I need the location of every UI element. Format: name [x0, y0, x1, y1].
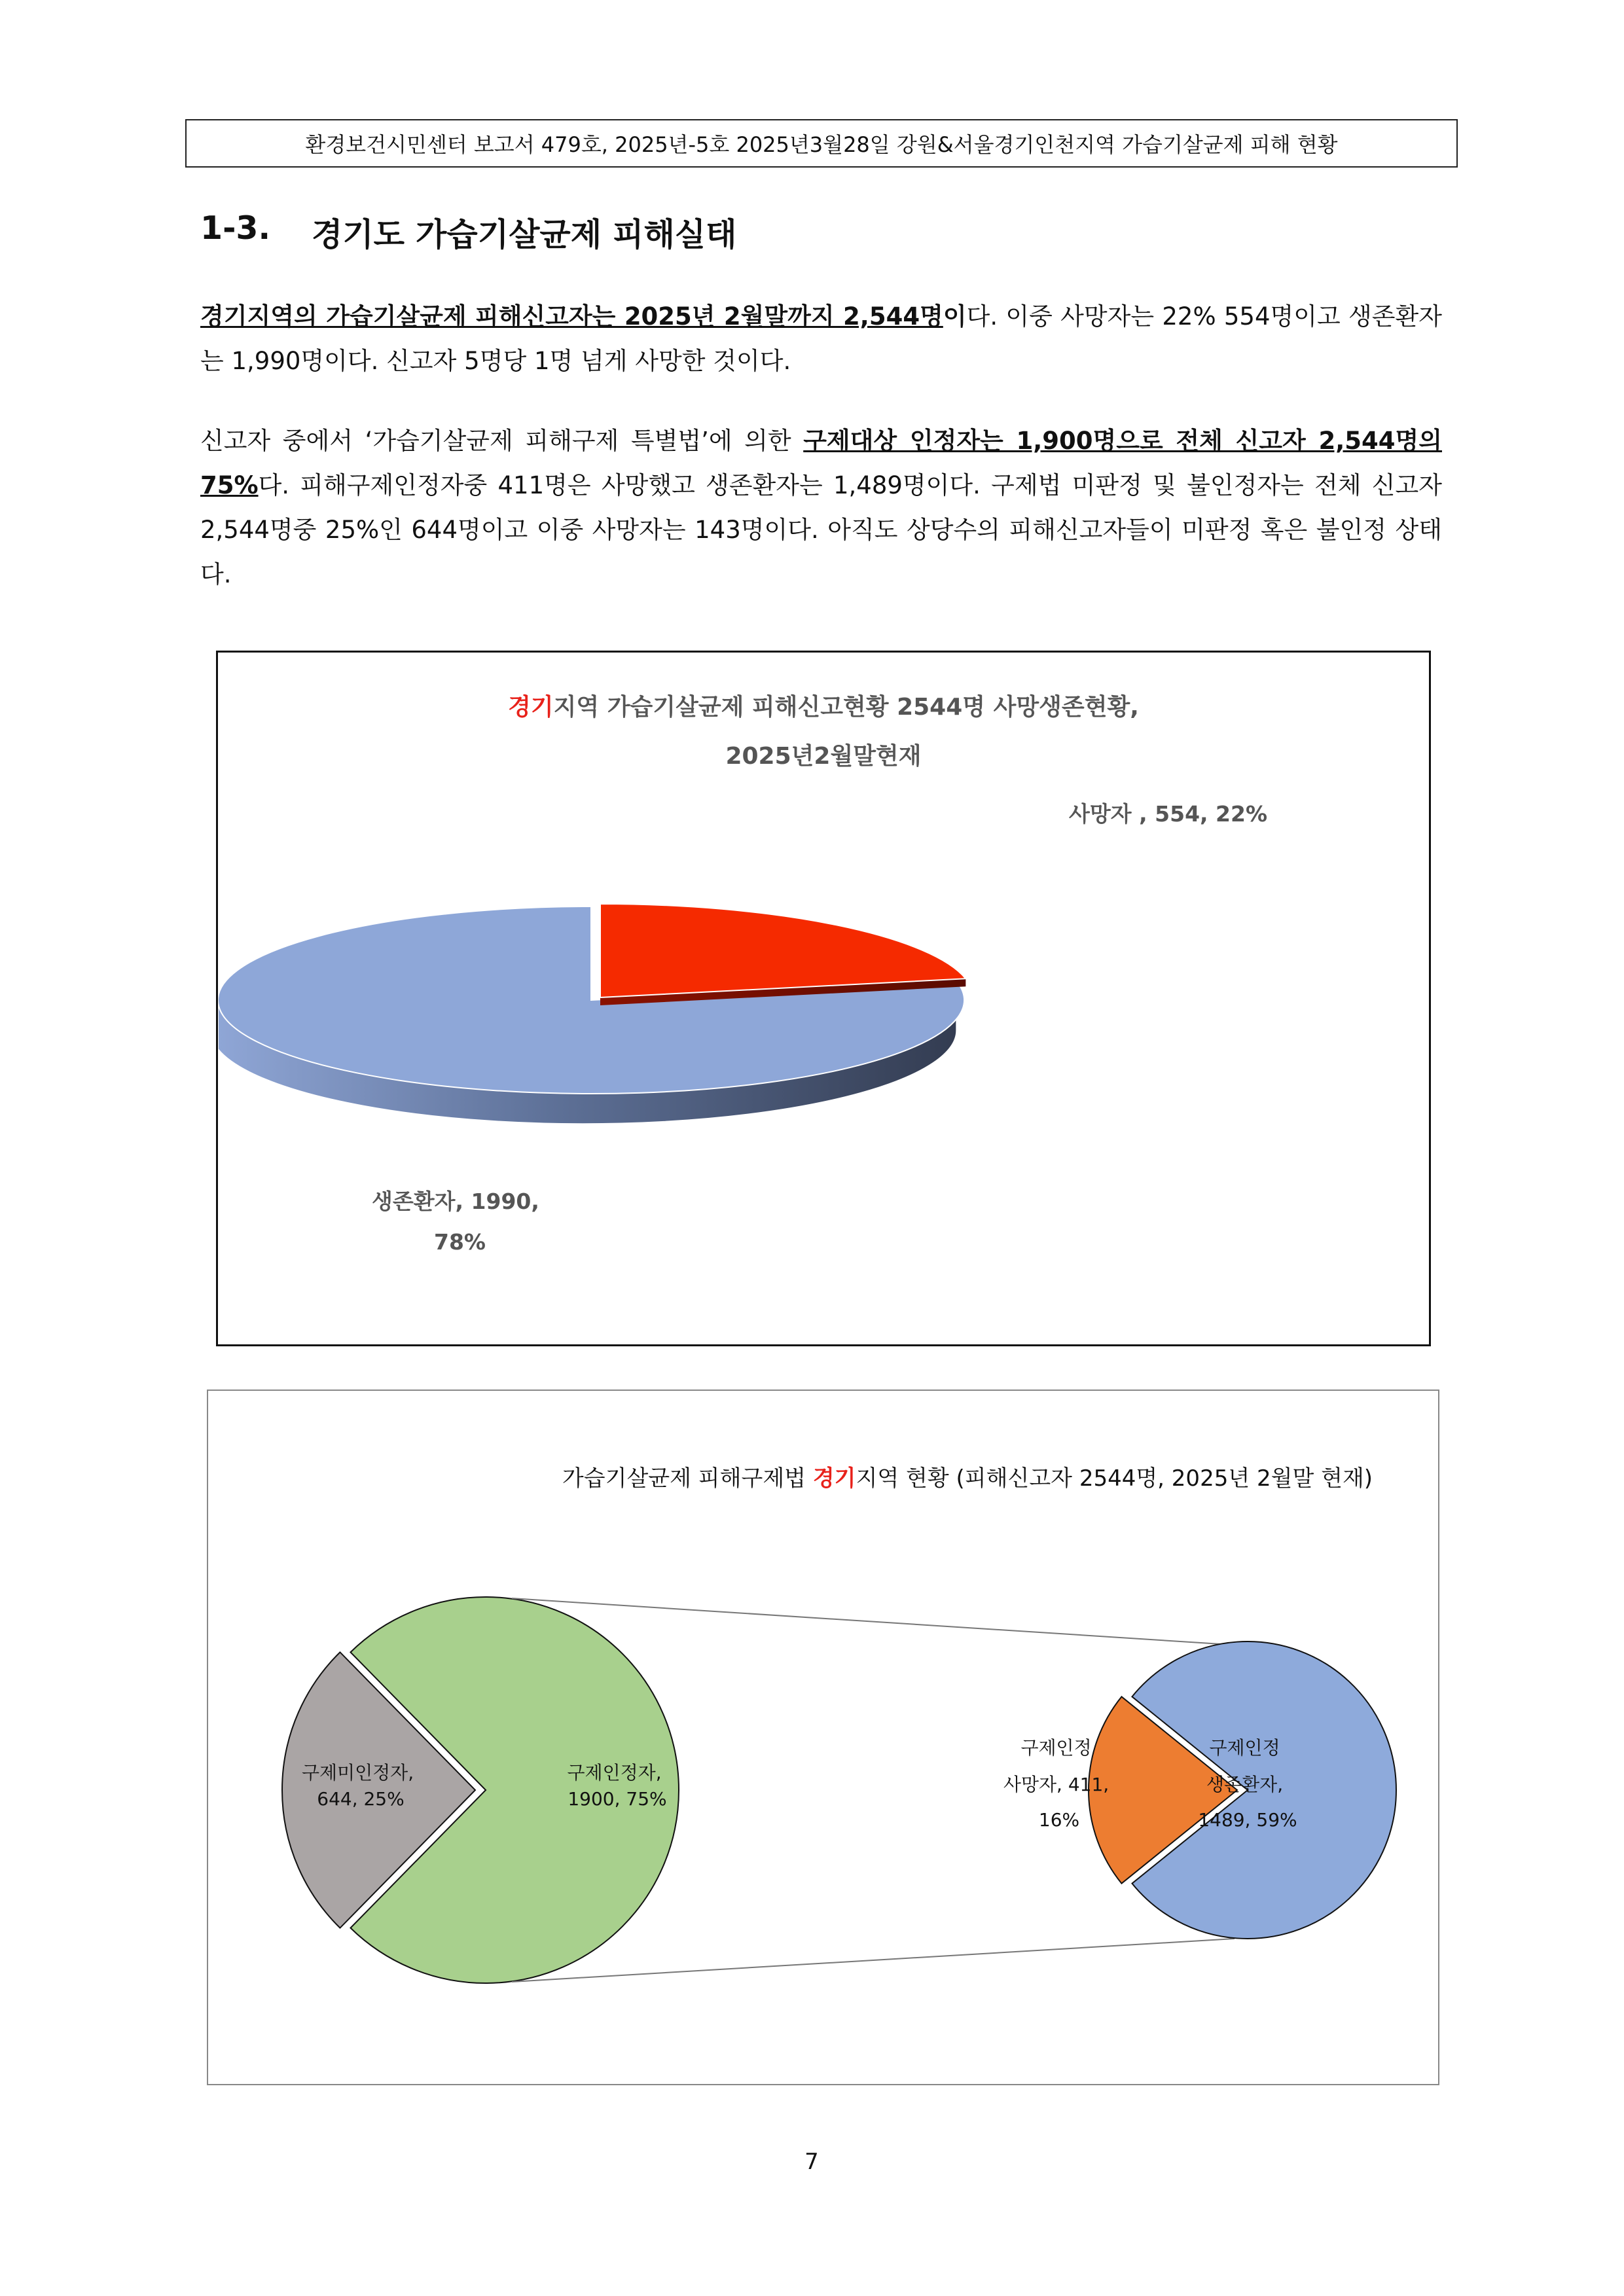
chart1-label-deaths: 사망자 , 554, 22%	[1069, 801, 1268, 827]
relief-highlight: 구제대상 인정자는 1,900명으로 전체 신고자 2,544명의 75%	[200, 427, 1442, 499]
chart2-svg	[208, 1391, 1438, 2084]
report-header	[185, 119, 1458, 168]
paragraph-relief-status	[200, 419, 1442, 597]
chart2-connector-top	[512, 1598, 1221, 1644]
section-heading	[200, 209, 736, 255]
chart1-marks	[218, 904, 965, 1124]
report-header-text: 환경보건시민센터 보고서 479호, 2025년-5호 2025년3월28일 강원&서울경기인천지역 가습기살균제 피해 현황	[305, 132, 1338, 157]
chart-death-survival	[216, 651, 1431, 1346]
chart-relief-status	[207, 1390, 1439, 2085]
chart2-connector-bottom	[512, 1939, 1235, 1982]
chart1-label-survivors: 생존환자, 1990,	[372, 1189, 539, 1214]
summary-text: 다. 이중 사망자는 22% 554명이고 생존환자는 1,990명이다. 신고자 5명당 1명 넘게 사망한 것이다.	[200, 302, 1442, 375]
summary-highlight: 경기지역의 가습기살균제 피해신고자는 2025년 2월말까지 2,544명	[200, 302, 943, 331]
chart2-label-recognized: 구제인정자, 1900, 75%	[567, 1762, 667, 1810]
page-number: 7	[804, 2149, 819, 2175]
chart2-label-recognized-survivors: 구제인정 생존환자, 1489, 59%	[1198, 1737, 1297, 1831]
chart2-label-unrecognized: 구제미인정자, 644, 25%	[301, 1762, 414, 1810]
paragraph-summary	[200, 295, 1442, 384]
chart1-title-line2: 2025년2월말현재	[725, 743, 922, 770]
summary-bold-suffix: 이	[943, 302, 967, 331]
section-number: 1-3.	[200, 209, 271, 247]
chart1-svg	[218, 653, 1429, 1344]
relief-text-intro: 신고자 중에서 ‘가습기살균제 피해구제 특별법’에 의한	[200, 427, 804, 455]
chart1-label-survivors-pct: 78%	[434, 1229, 486, 1255]
chart1-title-line1: 경기지역 가습기살균제 피해신고현황 2544명 사망생존현황,	[508, 694, 1139, 721]
relief-text-rest: 다. 피해구제인정자중 411명은 사망했고 생존환자는 1,489명이다. 구제법 미판정 및 불인정자는 전체 신고자 2,544명중 25%인 644명이고 이중 사망자는 143명이다. 아직도 상당수의 피해신고자들이 미판정 혹은 불인정 상태다.	[200, 471, 1442, 588]
chart2-label-recognized-deaths: 구제인정 사망자, 411, 16%	[1003, 1737, 1110, 1831]
section-title: 경기도 가습기살균제 피해실태	[312, 216, 737, 253]
chart2-title: 가습기살균제 피해구제법 경기지역 현황 (피해신고자 2544명, 2025년 2월말 현재)	[562, 1465, 1373, 1492]
